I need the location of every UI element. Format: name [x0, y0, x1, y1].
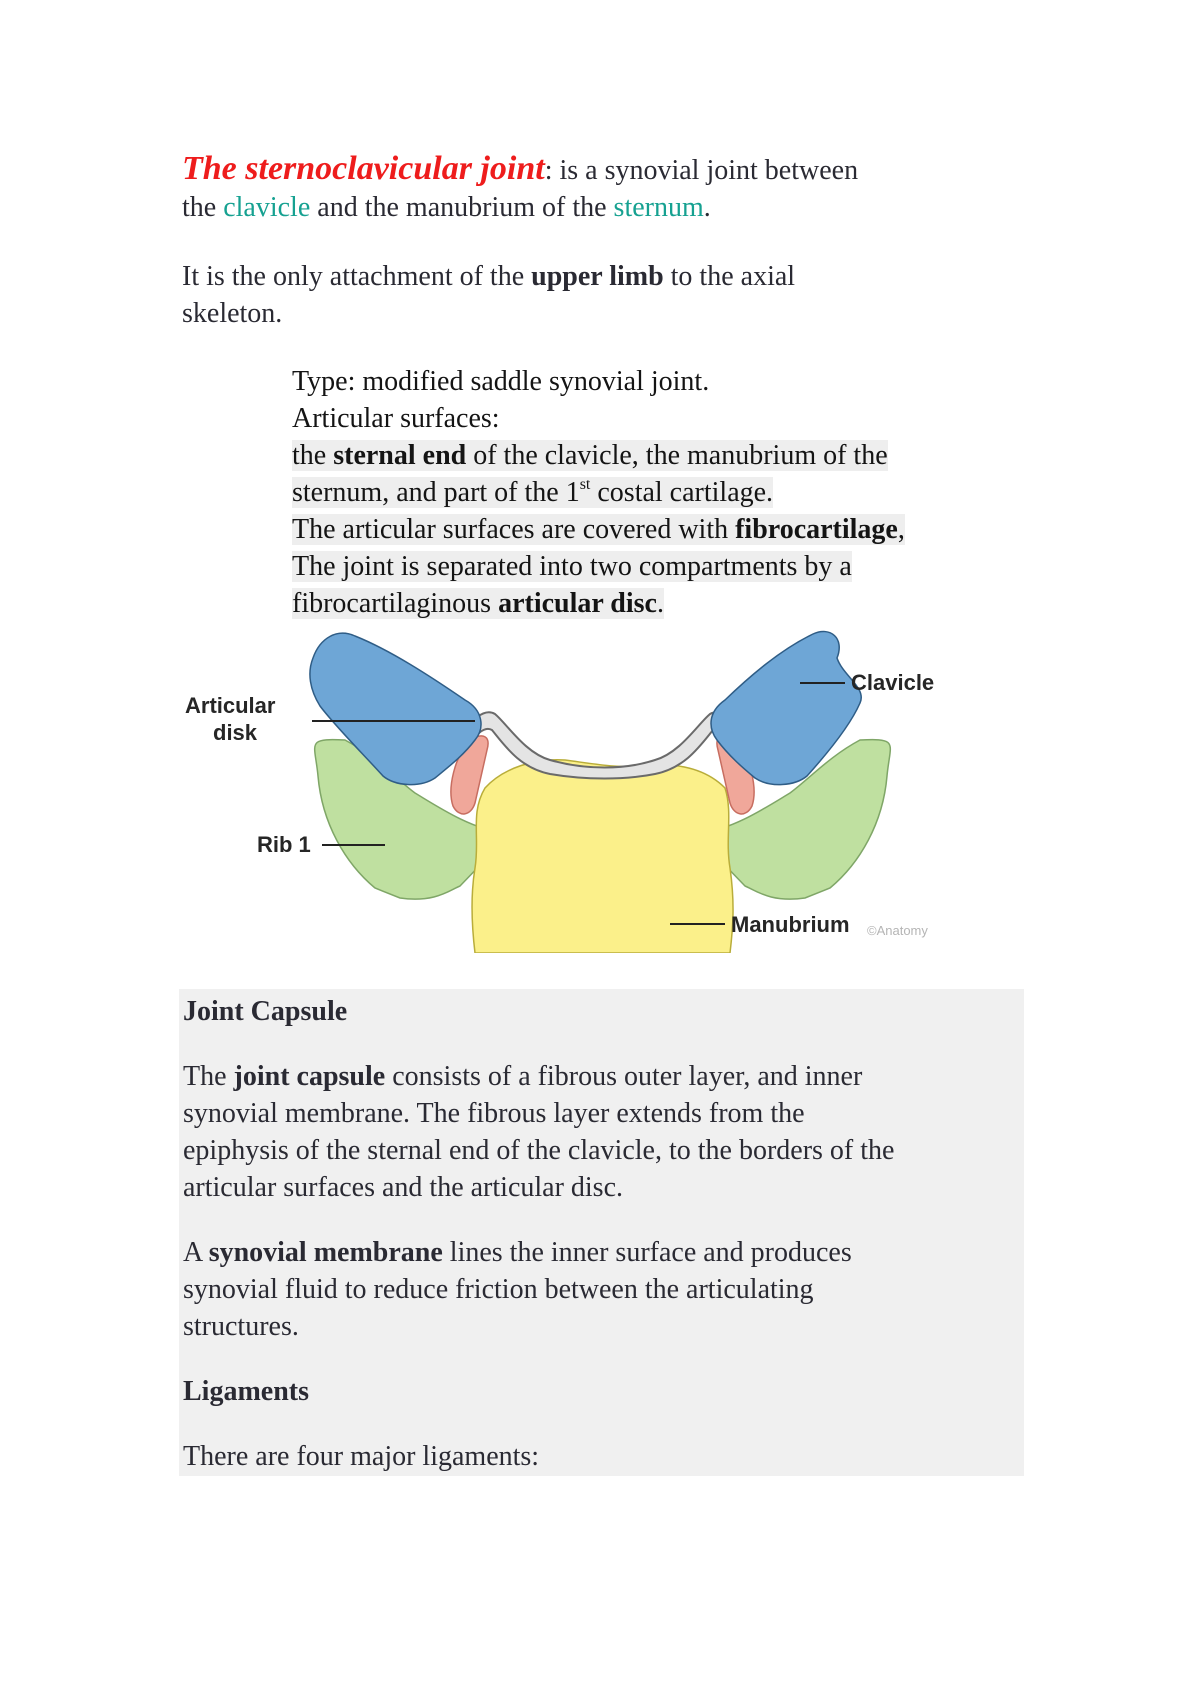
intro-paragraph — [182, 150, 1012, 226]
covered-text — [292, 514, 905, 545]
attachment-text-1: It is the only attachment of the — [182, 261, 532, 292]
compartments-text-1: The joint is separated into two compartments by a — [292, 551, 852, 582]
articular-disc-bold: articular disc — [498, 588, 657, 619]
label-disk: disk — [213, 720, 258, 745]
synovial-membrane-paragraph — [183, 1234, 1013, 1345]
articular-surfaces-heading: Articular surfaces: — [292, 403, 500, 434]
intro-line-1 — [182, 150, 1012, 189]
intro-text-3: and the manubrium of the — [310, 192, 614, 223]
capsule-p2-a: A — [183, 1237, 209, 1268]
surfaces-s1: the — [292, 440, 334, 471]
sternum-link[interactable]: sternum — [613, 192, 704, 223]
ligaments-text: There are four major ligaments: — [183, 1441, 540, 1472]
covered-line — [292, 511, 1012, 548]
surfaces-s4: costal cartilage. — [590, 477, 774, 508]
intro-line-2 — [182, 189, 1012, 226]
intro-text-4: . — [703, 192, 711, 223]
capsule-p2-b: lines the inner surface and produces — [442, 1237, 852, 1268]
label-articular: Articular — [185, 693, 276, 718]
label-manubrium: Manubrium — [731, 912, 850, 937]
clavicle-link[interactable]: clavicle — [223, 192, 311, 223]
attachment-paragraph — [182, 258, 1012, 332]
capsule-p2-l2: synovial fluid to reduce friction between the articulating — [183, 1274, 814, 1305]
attachment-bold: upper limb — [531, 261, 664, 292]
attachment-line-2: skeleton. — [182, 298, 283, 329]
capsule-p1-l3: epiphysis of the sternal end of the clavicle, to the borders of the — [183, 1135, 895, 1166]
surfaces-s2: of the clavicle, the manubrium of the — [466, 440, 888, 471]
sternal-end-bold: sternal end — [333, 440, 467, 471]
joint-capsule-heading: Joint Capsule — [183, 996, 348, 1027]
surfaces-text-2 — [292, 477, 773, 508]
joint-details — [292, 363, 1012, 622]
compartments-line-1 — [292, 548, 1012, 585]
capsule-p1-b: consists of a fibrous outer layer, and inner — [385, 1061, 863, 1092]
synovial-membrane-bold: synovial membrane — [208, 1237, 443, 1268]
surfaces-line-2 — [292, 474, 1012, 511]
surfaces-s3: sternum, and part of the 1 — [292, 477, 580, 508]
capsule-p1-l2: synovial membrane. The fibrous layer extends from the — [183, 1098, 805, 1129]
compartments-d2: fibrocartilaginous — [292, 588, 499, 619]
label-rib-1: Rib 1 — [257, 832, 311, 857]
attachment-text-2: to the axial — [663, 261, 796, 292]
ligaments-heading: Ligaments — [183, 1376, 309, 1407]
covered-c1: The articular surfaces are covered with — [292, 514, 736, 545]
intro-text-1: : is a synovial joint between — [544, 155, 859, 186]
compartments-d3: . — [656, 588, 664, 619]
label-clavicle: Clavicle — [851, 670, 935, 695]
superscript-st: st — [579, 475, 591, 493]
covered-c2: , — [897, 514, 905, 545]
compartments-text-2 — [292, 588, 664, 619]
sternoclavicular-joint-figure — [185, 628, 1020, 953]
compartments-line-2 — [292, 585, 1012, 622]
joint-type: Type: modified saddle synovial joint. — [292, 366, 710, 397]
fibrocartilage-bold: fibrocartilage — [735, 514, 898, 545]
capsule-p1-a: The — [183, 1061, 234, 1092]
capsule-p2-l3: structures. — [183, 1311, 299, 1342]
attachment-line-1 — [182, 258, 1012, 295]
articular-cartilage — [455, 712, 750, 778]
joint-capsule-bold: joint capsule — [233, 1061, 386, 1092]
page-title: The sternoclavicular joint — [182, 150, 545, 187]
watermark: ©Anatomy — [867, 923, 928, 938]
surfaces-line-1 — [292, 437, 1012, 474]
joint-capsule-section — [179, 989, 1024, 1476]
surfaces-text-1 — [292, 440, 888, 471]
capsule-p1-l4: articular surfaces and the articular disc. — [183, 1172, 624, 1203]
intro-text-2: the — [182, 192, 224, 223]
joint-capsule-paragraph — [183, 1058, 1013, 1206]
